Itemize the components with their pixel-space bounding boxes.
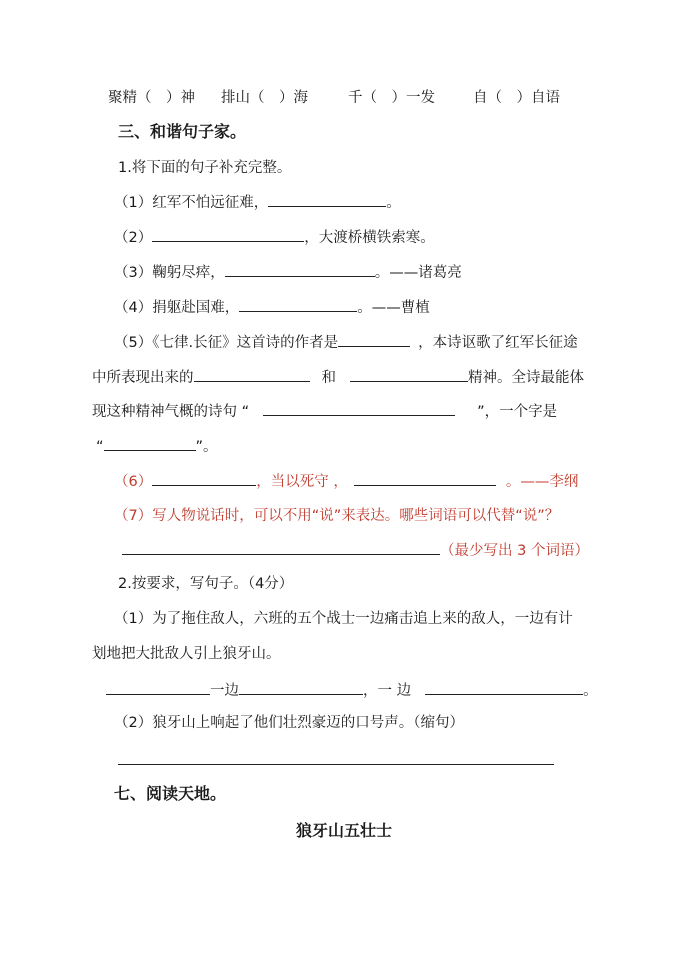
fill-item-2-text: ，大渡桥横铁索寒。 bbox=[304, 230, 435, 246]
rewrite-text-yibian-2: ，一 边 bbox=[363, 683, 412, 699]
idiom-2: 排山（ ）海 bbox=[221, 90, 308, 106]
fill-item-1 bbox=[114, 192, 401, 213]
answer-blank[interactable] bbox=[338, 332, 410, 347]
answer-blank[interactable] bbox=[194, 367, 310, 382]
fill-item-5-line-3 bbox=[92, 401, 557, 422]
fill-item-4-end: 。——曹植 bbox=[357, 300, 430, 316]
fill-item-5-line-2 bbox=[92, 367, 584, 388]
idiom-4: 自（ ）自语 bbox=[473, 90, 560, 106]
fill-item-3-text: （3）鞠躬尽瘁， bbox=[114, 265, 225, 281]
answer-line-long[interactable] bbox=[118, 764, 554, 765]
answer-blank[interactable] bbox=[239, 297, 357, 312]
fill-item-5-text-i: ”。 bbox=[195, 439, 218, 455]
rewrite-text-yibian-1: 一边 bbox=[210, 683, 239, 699]
fill-item-7-note: （最少写出 3 个词语） bbox=[440, 543, 589, 559]
rewrite-item-1-answer bbox=[106, 680, 598, 701]
fill-item-5-line-4 bbox=[96, 436, 218, 457]
idiom-1: 聚精（ ）神 bbox=[108, 90, 195, 106]
answer-blank[interactable] bbox=[225, 262, 375, 277]
fill-item-1-text: （1）红军不怕远征难， bbox=[114, 195, 269, 211]
section-7-heading: 七、阅读天地。 bbox=[114, 784, 227, 803]
idiom-3: 千（ ）一发 bbox=[348, 90, 435, 106]
fill-item-3 bbox=[114, 262, 462, 283]
fill-item-5-text-c: 中所表现出来的 bbox=[92, 370, 194, 386]
section-3-heading: 三、和谐句子家。 bbox=[118, 122, 247, 141]
answer-blank[interactable] bbox=[239, 680, 363, 695]
answer-blank[interactable] bbox=[122, 540, 440, 555]
rewrite-item-1-line-1: （1）为了拖住敌人，六班的五个战士一边痛击追上来的敌人，一边有计 bbox=[114, 611, 573, 627]
answer-blank[interactable] bbox=[268, 192, 386, 207]
answer-blank[interactable] bbox=[106, 680, 210, 695]
question-1-prompt: 1.将下面的句子补充完整。 bbox=[118, 160, 292, 176]
answer-blank[interactable] bbox=[152, 471, 256, 486]
rewrite-item-1-line-2: 划地把大批敌人引上狼牙山。 bbox=[92, 646, 281, 662]
answer-blank[interactable] bbox=[425, 680, 583, 695]
fill-item-4-text: （4）捐躯赴国难， bbox=[114, 300, 240, 316]
fill-item-4 bbox=[114, 297, 430, 318]
answer-blank[interactable] bbox=[354, 471, 496, 486]
fill-item-5-text-b: ，本诗讴歌了红军长征途 bbox=[418, 335, 578, 351]
fill-item-6-text: ，当以死守 ， bbox=[256, 474, 348, 490]
fill-item-6 bbox=[114, 471, 578, 492]
answer-blank[interactable] bbox=[152, 227, 304, 242]
fill-item-6-end: 。——李纲 bbox=[505, 474, 579, 490]
fill-item-5-line-1 bbox=[114, 332, 578, 353]
fill-item-2-num: （2） bbox=[114, 230, 153, 246]
question-2-prompt: 2.按要求，写句子。（4分） bbox=[118, 576, 294, 592]
fill-item-5-text-f: 现这种精神气概的诗句 “ bbox=[92, 404, 250, 420]
rewrite-item-2: （2）狼牙山上响起了他们壮烈豪迈的口号声。（缩句） bbox=[114, 715, 464, 731]
fill-item-6-num: （6） bbox=[114, 474, 153, 490]
fill-item-5-text-e: 精神。全诗最能体 bbox=[468, 370, 584, 386]
fill-item-5-text-a: （5）《七律.长征》这首诗的作者是 bbox=[114, 335, 339, 351]
fill-item-5-text-h: “ bbox=[96, 439, 104, 455]
answer-blank[interactable] bbox=[104, 436, 196, 451]
fill-item-5-text-g: ”，一个字是 bbox=[477, 404, 558, 420]
rewrite-text-end: 。 bbox=[583, 683, 598, 699]
fill-item-3-end: 。——诸葛亮 bbox=[374, 265, 462, 281]
reading-title: 狼牙山五壮士 bbox=[295, 821, 392, 840]
answer-blank[interactable] bbox=[263, 401, 455, 416]
fill-item-7-answer-line bbox=[122, 540, 589, 561]
answer-blank[interactable] bbox=[350, 367, 468, 382]
fill-item-5-text-d: 和 bbox=[321, 370, 336, 386]
fill-item-2 bbox=[114, 227, 435, 248]
fill-item-1-end: 。 bbox=[386, 195, 401, 211]
fill-item-7-prompt: （7）写人物说话时，可以不用“说”来表达。哪些词语可以代替“说”？ bbox=[114, 508, 560, 524]
idiom-row bbox=[108, 88, 560, 108]
